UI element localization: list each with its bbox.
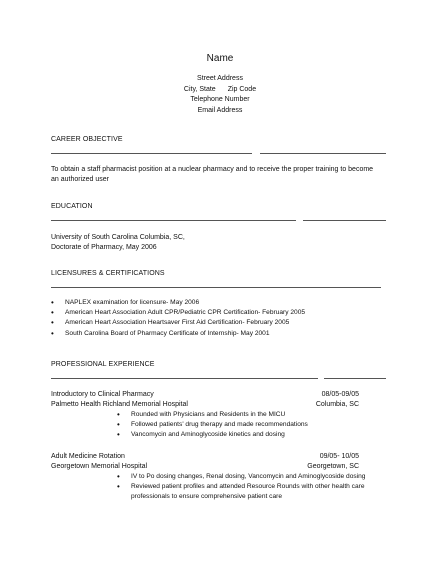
job-location: Columbia, SC	[315, 401, 359, 408]
job-org-row	[51, 400, 359, 410]
job-duties-list	[117, 472, 365, 492]
job-title-row	[51, 452, 359, 462]
candidate-name: Name	[206, 53, 234, 64]
section-divider	[303, 220, 386, 221]
job-role: Adult Medicine Rotation	[51, 453, 125, 460]
list-item: • Vancomycin and Aminoglycoside kinetics and dosing	[117, 430, 308, 440]
city-state-zip	[0, 85, 440, 96]
job-organization: Palmetto Health Richland Memorial Hospital	[51, 401, 188, 408]
career-objective-heading: CAREER OBJECTIVE	[51, 136, 123, 143]
list-item: • Reviewed patient profiles and attended Resource Rounds with other health care	[117, 482, 365, 492]
degree: Doctorate of Pharmacy, May 2006	[51, 244, 157, 251]
job-duties-list	[117, 410, 308, 441]
section-divider	[51, 153, 252, 154]
list-item: • Rounded with Physicians and Residents in the MICU	[117, 410, 308, 420]
career-objective-line: To obtain a staff pharmacist position at a nuclear pharmacy and to receive the proper training to become	[51, 166, 374, 173]
job-org-row	[51, 462, 359, 472]
experience-heading: PROFESSIONAL EXPERIENCE	[51, 361, 155, 368]
education-heading: EDUCATION	[51, 203, 93, 210]
section-divider	[51, 220, 296, 221]
licensures-list	[51, 298, 305, 339]
list-item: • Followed patients' drug therapy and made recommendations	[117, 420, 308, 430]
email-address: Email Address	[197, 106, 243, 114]
city-state: City, State	[183, 85, 216, 93]
zip-code: Zip Code	[227, 85, 257, 93]
resume-header	[0, 52, 440, 116]
job-dates: 09/05- 10/05	[319, 453, 359, 460]
list-item: • American Heart Association Heartsaver First Aid Certification- February 2005	[51, 318, 305, 328]
telephone-number: Telephone Number	[190, 96, 250, 103]
list-item: • NAPLEX examination for licensure- May 2006	[51, 298, 305, 308]
section-divider	[51, 378, 318, 379]
list-item: • South Carolina Board of Pharmacy Certificate of Internship- May 2001	[51, 329, 305, 339]
list-item: • IV to Po dosing changes, Renal dosing, Vancomycin and Aminoglycoside dosing	[117, 472, 365, 482]
licensures-heading: LICENSURES & CERTIFICATIONS	[51, 270, 165, 277]
list-item: • American Heart Association Adult CPR/Pediatric CPR Certification- February 2005	[51, 308, 305, 318]
street-address: Street Address	[197, 75, 243, 82]
job-dates: 08/05-09/05	[321, 391, 359, 398]
school-name: University of South Carolina Columbia, SC,	[51, 234, 185, 241]
job-location: Georgetown, SC	[307, 463, 359, 470]
job-organization: Georgetown Memorial Hospital	[51, 463, 148, 470]
job-duty-continuation: professionals to ensure comprehensive patient care	[131, 493, 283, 500]
section-divider	[51, 287, 381, 288]
section-divider	[260, 153, 386, 154]
job-title-row	[51, 390, 359, 400]
education-details	[51, 233, 185, 253]
career-objective-line: an authorized user	[51, 176, 109, 183]
job-role: Introductory to Clinical Pharmacy	[51, 391, 154, 398]
section-divider	[324, 378, 386, 379]
career-objective-text	[51, 165, 396, 185]
